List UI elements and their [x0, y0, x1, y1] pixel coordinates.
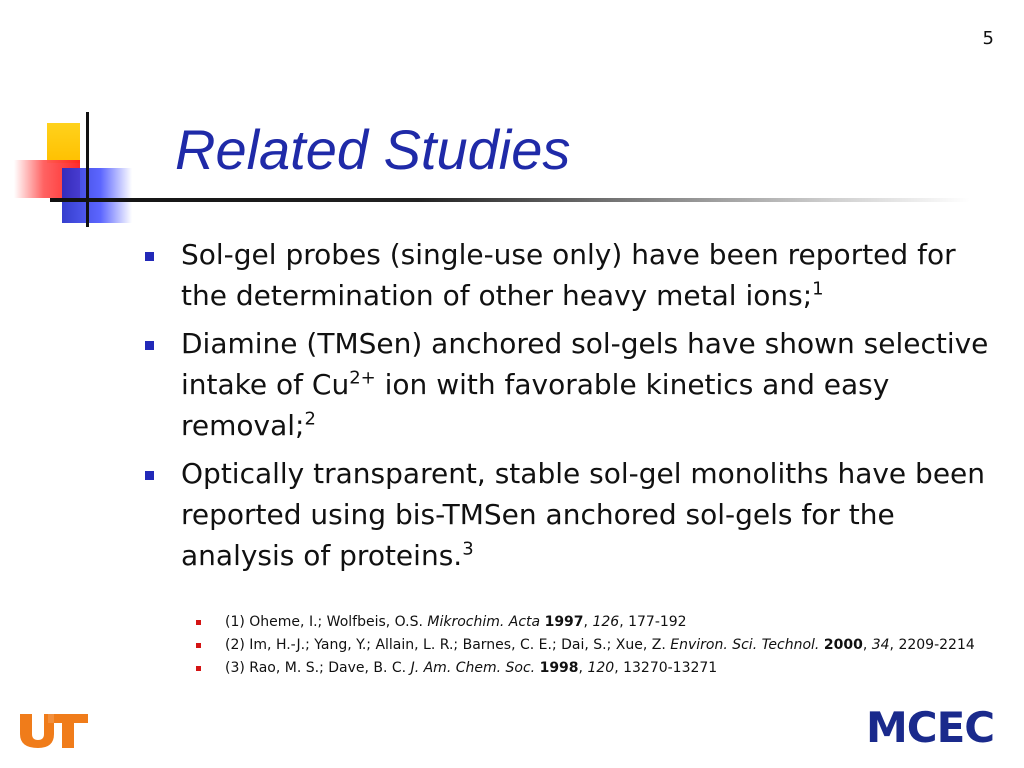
reference-authors: (1) Oheme, I.; Wolfbeis, O.S. [225, 614, 428, 630]
bullet-text: Optically transparent, stable sol-gel monoliths have been reported using bis-TMSen anchored sol-gels for the analysis of proteins. [181, 457, 986, 572]
bullet-square-icon [145, 471, 154, 480]
reference-authors: (2) Im, H.-J.; Yang, Y.; Allain, L. R.; Barnes, C. E.; Dai, S.; Xue, Z. [225, 637, 671, 653]
reference-year: 2000 [823, 637, 863, 653]
citation-sup: 1 [812, 278, 824, 300]
bullet-text: Diamine (TMSen) anchored sol-gels have shown selective intake of Cu [181, 327, 989, 401]
decoration-vertical-line [86, 112, 89, 227]
reference-square-icon [196, 666, 201, 671]
ut-logo [18, 710, 90, 750]
reference-volume: 34 [871, 637, 890, 653]
bullet-text: ion with favorable kinetics and easy removal; [181, 368, 890, 442]
ion-charge-sup: 2+ [349, 367, 376, 389]
reference-volume: 120 [587, 660, 615, 676]
bullet-item [140, 453, 1000, 576]
title-decoration [0, 100, 160, 235]
reference-year: 1998 [539, 660, 579, 676]
reference-journal: Environ. Sci. Technol. [670, 637, 820, 653]
mcec-logo: MCEC [866, 703, 995, 752]
bullet-square-icon [145, 252, 154, 261]
bullet-text: Sol-gel probes (single-use only) have been reported for the determination of other heavy metal ions; [181, 238, 956, 312]
reference-authors: (3) Rao, M. S.; Dave, B. C. [225, 660, 411, 676]
reference-journal: Mikrochim. Acta [427, 614, 541, 630]
bullet-square-icon [145, 341, 154, 350]
reference-volume: 126 [592, 614, 620, 630]
reference-item: (3) Rao, M. S.; Dave, B. C. J. Am. Chem. Soc. 1998, 120, 13270-13271 [188, 658, 988, 678]
decoration-yellow-square [47, 123, 80, 163]
decoration-blue-square [62, 168, 132, 223]
reference-pages: 13270-13271 [623, 660, 718, 676]
citation-sup: 3 [462, 538, 474, 560]
reference-journal: J. Am. Chem. Soc. [410, 660, 536, 676]
bullet-list [140, 234, 1000, 583]
reference-list [188, 612, 988, 681]
citation-sup: 2 [304, 408, 316, 430]
title-underline [50, 198, 970, 202]
reference-pages: 177-192 [628, 614, 687, 630]
reference-item: (1) Oheme, I.; Wolfbeis, O.S. Mikrochim. Acta 1997, 126, 177-192 [188, 612, 988, 632]
reference-year: 1997 [544, 614, 584, 630]
reference-square-icon [196, 643, 201, 648]
bullet-item [140, 323, 1000, 446]
reference-square-icon [196, 620, 201, 625]
reference-item: (2) Im, H.-J.; Yang, Y.; Allain, L. R.; Barnes, C. E.; Dai, S.; Xue, Z. Environ. Sci. Technol. 2000, 34, 2209-2214 [188, 635, 988, 655]
bullet-item [140, 234, 1000, 316]
slide-title: Related Studies [175, 118, 571, 181]
reference-pages: 2209-2214 [898, 637, 975, 653]
page-number: 5 [982, 28, 994, 49]
